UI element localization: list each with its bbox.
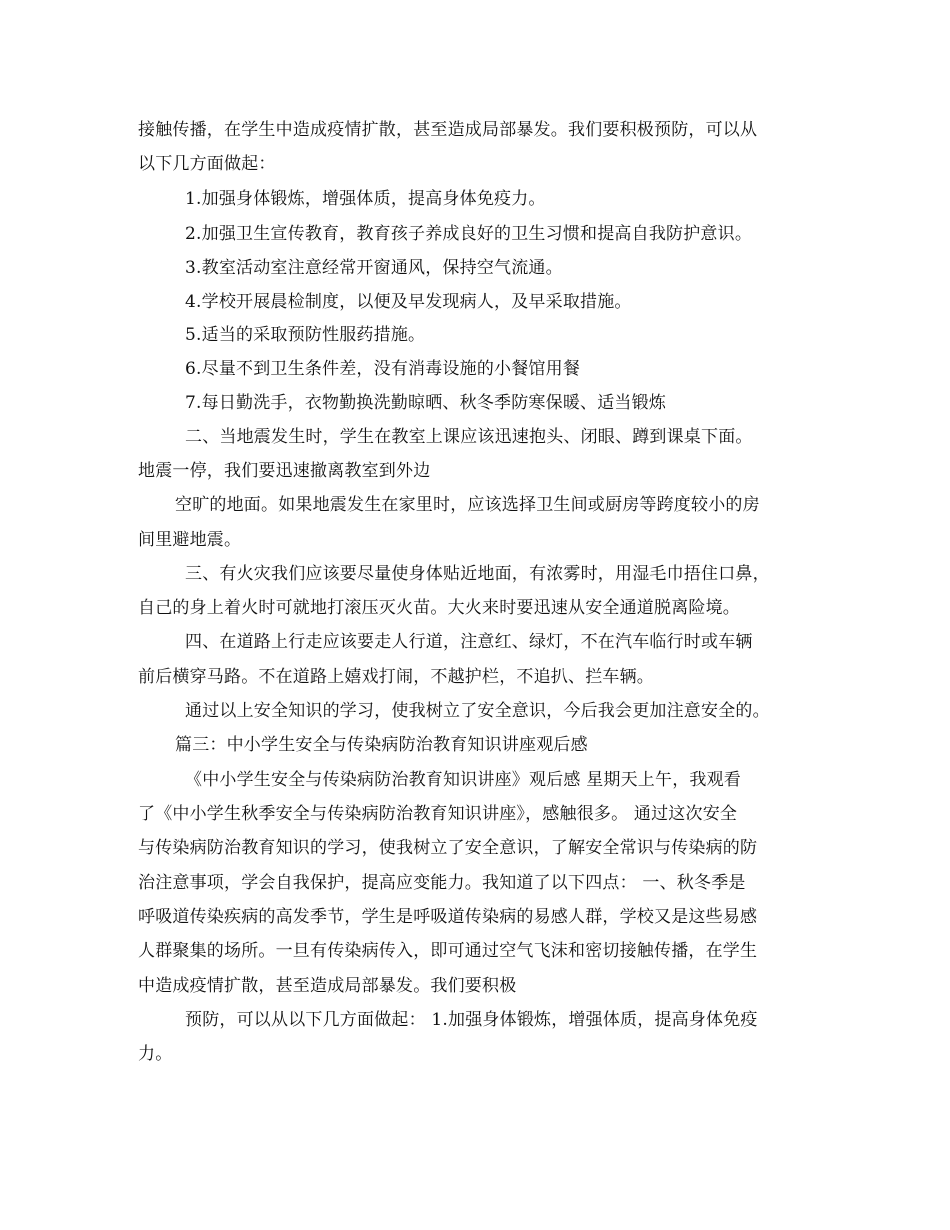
- text-line-15: 自己的身上着火时可就地打滚压灭火苗。大火来时要迅速从安全通道脱离险境。: [138, 598, 740, 618]
- text-line-20: 《中小学生安全与传染病防治教育知识讲座》观后感 星期天上午，我观看: [185, 770, 742, 790]
- text-line-16: 四、在道路上行走应该要走人行道，注意红、绿灯，不在汽车临行时或车辆: [185, 632, 753, 652]
- text-line-19: 篇三：中小学生安全与传染病防治教育知识讲座观后感: [175, 735, 588, 755]
- text-line-24: 呼吸道传染疾病的高发季节，学生是呼吸道传染病的易感人群，学校又是这些易感: [138, 907, 758, 927]
- text-line-9: 7.每日勤洗手，衣物勤换洗勤晾晒、秋冬季防寒保暖、适当锻炼: [185, 393, 667, 413]
- text-line-27: 预防，可以从以下几方面做起： 1.加强身体锻炼，增强体质，提高身体免疫: [185, 1010, 758, 1030]
- text-line-23: 治注意事项，学会自我保护，提高应变能力。我知道了以下四点： 一、秋冬季是: [138, 873, 746, 893]
- text-line-10: 二、当地震发生时，学生在教室上课应该迅速抱头、闭眼、蹲到课桌下面。: [185, 427, 753, 447]
- text-line-6: 4.学校开展晨检制度，以便及早发现病人，及早采取措施。: [185, 292, 632, 312]
- text-line-12: 空旷的地面。如果地震发生在家里时，应该选择卫生间或厨房等跨度较小的房: [175, 495, 760, 515]
- text-line-8: 6.尽量不到卫生条件差，没有消毒设施的小餐馆用餐: [185, 359, 581, 379]
- text-line-5: 3.教室活动室注意经常开窗通风，保持空气流通。: [185, 258, 563, 278]
- text-line-21: 了《中小学生秋季安全与传染病防治教育知识讲座》，感触很多。 通过这次安全: [138, 804, 738, 824]
- text-line-26: 中造成疫情扩散，甚至造成局部暴发。我们要积极: [138, 976, 517, 996]
- text-line-18: 通过以上安全知识的学习，使我树立了安全意识，今后我会更加注意安全的。: [185, 701, 770, 721]
- text-line-2: 以下几方面做起：: [138, 154, 276, 174]
- text-line-28: 力。: [138, 1044, 173, 1064]
- text-line-11: 地震一停，我们要迅速撤离教室到外边: [138, 461, 431, 481]
- text-line-4: 2.加强卫生宣传教育，教育孩子养成良好的卫生习惯和提高自我防护意识。: [185, 224, 753, 244]
- text-line-1: 接触传播，在学生中造成疫情扩散，甚至造成局部暴发。我们要积极预防，可以从: [138, 120, 758, 140]
- text-line-13: 间里避地震。: [138, 530, 242, 550]
- text-line-22: 与传染病防治教育知识的学习，使我树立了安全意识，了解安全常识与传染病的防: [138, 838, 758, 858]
- text-line-17: 前后横穿马路。不在道路上嬉戏打闹，不越护栏，不追扒、拦车辆。: [138, 667, 654, 687]
- text-line-7: 5.适当的采取预防性服药措施。: [185, 325, 426, 345]
- text-line-25: 人群聚集的场所。一旦有传染病传入，即可通过空气飞沫和密切接触传播，在学生: [138, 941, 758, 961]
- text-line-14: 三、有火灾我们应该要尽量使身体贴近地面，有浓雾时，用湿毛巾捂住口鼻，: [185, 564, 770, 584]
- text-line-3: 1.加强身体锻炼，增强体质，提高身体免疫力。: [185, 189, 546, 209]
